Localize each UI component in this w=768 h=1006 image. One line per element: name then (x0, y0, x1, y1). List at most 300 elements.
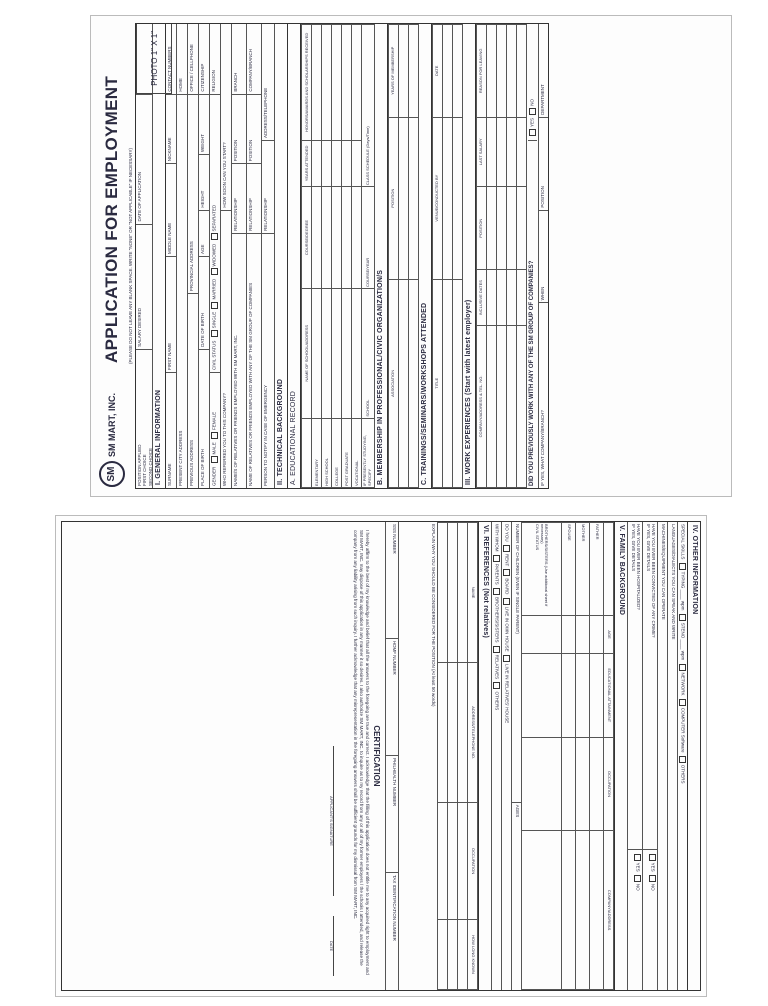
convicted-label: HAVE YOU EVER BEEN CONVICTED OF ANY CRIME? (650, 524, 656, 638)
single-checkbox[interactable] (211, 330, 218, 337)
photo-box[interactable]: PHOTO 1" X 1" (136, 24, 172, 94)
hospitalized-options (628, 850, 642, 990)
table-cell[interactable] (457, 663, 467, 803)
table-cell[interactable] (589, 653, 603, 737)
hospitalized-details-label: IF YES, GIVE DETAILS (630, 524, 636, 572)
table-cell[interactable] (408, 25, 418, 118)
home-phone-field[interactable] (177, 24, 187, 94)
do-you-label: DO YOU (504, 524, 510, 542)
provincial-address-field[interactable] (188, 94, 198, 294)
children-ages-label: AGES (514, 804, 520, 818)
table-cell[interactable] (437, 919, 447, 989)
tax-field[interactable] (386, 873, 398, 990)
edu-level-post-graduate: POST GRADUATE (342, 418, 352, 487)
convicted-yes-label: YES (650, 862, 656, 872)
hospitalized-no-checkbox[interactable] (634, 875, 641, 882)
table-cell[interactable] (332, 140, 342, 186)
table-cell[interactable] (452, 279, 462, 487)
hospitalized-yes-label: YES (635, 862, 641, 872)
family-member-header (603, 523, 613, 616)
emergency-address-label: ADDRESS/TELEPHONE (263, 87, 269, 139)
yes-label: YES (529, 117, 535, 127)
languages-label: LANGUAGES/DIALECTS YOU CAN SPEAK AND WRITE (670, 524, 676, 640)
table-cell[interactable] (398, 25, 408, 118)
course-year-cell[interactable] (362, 187, 374, 289)
table-cell[interactable] (437, 803, 447, 920)
how-soon-field[interactable] (221, 24, 231, 210)
weight-field[interactable] (199, 94, 209, 154)
age-label: AGE (200, 244, 206, 255)
emergency-field[interactable] (262, 233, 274, 488)
family-siblings (521, 523, 561, 616)
department-field[interactable] (539, 24, 548, 117)
male-checkbox[interactable] (211, 456, 218, 463)
table-cell[interactable] (486, 25, 496, 118)
table-cell[interactable] (486, 187, 496, 270)
table-cell[interactable] (486, 325, 496, 487)
table-cell[interactable] (352, 140, 362, 186)
table-cell[interactable] (496, 325, 506, 487)
family-father: FATHER (589, 523, 603, 616)
when-field[interactable] (539, 210, 548, 303)
position-applied-field[interactable] (136, 349, 152, 488)
surname-field[interactable] (166, 372, 176, 488)
with-others-checkbox[interactable] (493, 682, 500, 689)
table-cell[interactable] (516, 270, 526, 326)
title-header: TITLE (432, 279, 442, 487)
widowed-checkbox[interactable] (211, 269, 218, 276)
ref-name-header: NAME (467, 523, 477, 663)
family-spouse: SPOUSE (561, 523, 575, 616)
department-label: DEPARTMENT (539, 84, 545, 115)
previously-worked-yes-checkbox[interactable] (529, 129, 536, 136)
typing-checkbox[interactable] (679, 563, 686, 570)
school-label: SCHOOL (364, 399, 370, 417)
present-address-label: PRESENT CITY ADDRESS (178, 430, 184, 486)
branch-label: BRANCH (233, 72, 239, 92)
when-label: WHEN (539, 286, 545, 301)
philhealth-label: PHILHEALTH NUMBER (391, 758, 397, 807)
second-choice-label: SECOND CHOICE (147, 447, 153, 486)
company-branch-header (247, 24, 261, 94)
table-cell[interactable] (312, 140, 322, 186)
association-header: ASSOCIATION (388, 279, 398, 487)
steno-label: STENO (680, 622, 686, 639)
table-cell[interactable] (342, 187, 352, 289)
salary-desired-label: SALARY DESIRED (137, 307, 143, 347)
how-soon-label: HOW SOON CAN YOU START? (222, 142, 228, 208)
family-occupation-header: OCCUPATION (603, 737, 613, 830)
civil-status-label: CIVIL STATUS (211, 340, 217, 370)
separated-checkbox[interactable] (211, 233, 218, 240)
years-attended-header: YEARS ATTENDED (302, 140, 312, 186)
work-table (476, 24, 527, 488)
if-yes-company-field[interactable] (539, 302, 548, 488)
form-instruction: (PLEASE DO NOT LEAVE ANY BLANK SPACE. WRITE "NONE" OR "NOT APPLICABLE" IF NECESSARY) (128, 148, 133, 364)
front-form (96, 21, 726, 491)
table-cell[interactable] (516, 117, 526, 186)
edu-level-vocational: VOCATIONAL (352, 418, 362, 487)
tax-label: TAX IDENTIFICATION NUMBER (391, 875, 397, 941)
live-relatives-checkbox[interactable] (503, 655, 510, 662)
citizenship-field[interactable] (199, 24, 209, 94)
hospitalized-yes-checkbox[interactable] (634, 854, 641, 861)
machines-label: MACHINES/EQUIPMENT YOU CAN OPERATE (660, 524, 666, 620)
first-choice-label: FIRST CHOICE (142, 454, 148, 486)
sss-label: SSS NUMBER (391, 524, 397, 554)
housing-row (502, 522, 511, 990)
course-year-label: COURSE/YEAR (364, 257, 370, 287)
form-title: APPLICATION FOR EMPLOYMENT (102, 75, 122, 363)
table-cell[interactable] (589, 831, 603, 990)
table-cell[interactable] (447, 523, 457, 663)
family-table (521, 522, 614, 990)
work-position-header: POSITION (476, 187, 486, 270)
civil-status-field (210, 94, 220, 372)
convicted-options (643, 850, 657, 990)
section-references: VI. REFERENCES (Not relatives) (478, 522, 491, 990)
edu-level-college: COLLEGE (332, 418, 342, 487)
table-cell[interactable] (506, 325, 516, 487)
table-cell[interactable] (342, 140, 352, 186)
table-cell[interactable] (506, 117, 516, 186)
typing-wpm-label: wpm (680, 600, 686, 611)
first-name-field[interactable] (166, 256, 176, 372)
table-cell[interactable] (312, 288, 322, 418)
age-field[interactable] (199, 210, 209, 256)
relatives-sm-group-field[interactable] (247, 233, 261, 488)
civil-status-col-label: CIVIL STATUS (535, 524, 541, 551)
steno-checkbox[interactable] (679, 614, 686, 621)
hospitalized-no-label: NO (635, 883, 641, 891)
citizenship-label: CITIZENSHIP (200, 63, 206, 92)
referred-field[interactable] (221, 210, 231, 488)
siblings-checkbox[interactable] (493, 588, 500, 595)
table-cell[interactable] (332, 25, 342, 141)
school-cell[interactable] (362, 288, 374, 418)
computer-label: COMPUTER Software (680, 707, 686, 753)
gender-label: GENDER (211, 466, 217, 486)
male-label: MALE (211, 442, 217, 455)
relationship-label: RELATIONSHIP (233, 198, 239, 231)
machines-field[interactable] (658, 522, 667, 990)
application-page-back (55, 515, 707, 997)
typing-label: TYPING (680, 571, 686, 589)
previously-worked-options (528, 24, 537, 140)
table-cell[interactable] (322, 288, 332, 418)
education-table (301, 24, 374, 488)
table-cell[interactable] (561, 616, 575, 653)
middle-name-field[interactable] (166, 163, 176, 256)
application-page-front (90, 15, 732, 497)
section-family-background: V. FAMILY BACKGROUND (614, 522, 627, 990)
previously-worked-question: DID YOU PREVIOUSLY WORK WITH ANY OF THE SM GROUP OF COMPANIES? (528, 140, 537, 488)
table-cell[interactable] (452, 25, 462, 118)
height-field[interactable] (199, 154, 209, 210)
table-cell[interactable] (322, 140, 332, 186)
table-cell[interactable] (312, 25, 322, 141)
place-of-birth-field[interactable] (199, 349, 209, 488)
date-header: DATE (432, 25, 442, 118)
gender-field (210, 372, 220, 488)
table-cell[interactable] (506, 270, 516, 326)
table-cell[interactable] (486, 270, 496, 326)
last-salary-header: LAST SALARY (476, 117, 486, 186)
prev-position-label: POSITION (539, 186, 545, 208)
back-form (61, 521, 701, 991)
membership-table (388, 24, 419, 488)
presently-studying-label (362, 418, 374, 487)
table-cell[interactable] (457, 803, 467, 920)
separated-label: SEPARATED (211, 204, 217, 232)
computer-checkbox[interactable] (679, 699, 686, 706)
emergency-relationship (262, 140, 274, 233)
married-checkbox[interactable] (211, 302, 218, 309)
table-cell[interactable] (352, 288, 362, 418)
inclusive-dates-header: INCLUSIVE DATES (476, 270, 486, 326)
reason-leaving-header: REASON FOR LEAVING (476, 25, 486, 118)
prev-position-field[interactable] (539, 117, 548, 210)
nickname-field[interactable] (166, 94, 176, 164)
explain-label: EXPLAIN WHY YOU SHOULD BE CONSIDERED FOR THE POSITION (At least 50 words) (430, 524, 436, 707)
salary-desired-field[interactable] (136, 224, 152, 349)
steno-wpm-label: wpm (680, 650, 686, 661)
table-cell[interactable] (322, 25, 332, 141)
table-cell[interactable] (589, 616, 603, 653)
live-own-label: LIVE IN OWN HOUSE (504, 606, 510, 652)
honors-header: HONORS/AWARDS AND SCHOLARSHIPS RECEIVED (302, 25, 312, 141)
table-cell[interactable] (575, 616, 589, 653)
ref-occupation-header: OCCUPATION (467, 803, 477, 920)
company-branch-label: COMPANY/BRANCH (248, 48, 254, 92)
rent-checkbox[interactable] (503, 545, 510, 552)
provincial-address-label: PROVINCIAL ADDRESS (189, 241, 195, 292)
explain-field[interactable] (399, 522, 437, 990)
table-cell[interactable] (561, 653, 575, 737)
female-label: FEMALE (211, 411, 217, 430)
table-cell[interactable] (352, 187, 362, 289)
if-yes-company-label: IF YES, WHAT COMPANY/BRANCH? (539, 410, 545, 486)
table-cell[interactable] (342, 25, 352, 141)
table-cell[interactable] (332, 187, 342, 289)
family-educ-header: EDUCATIONAL ATTAINMENT (603, 653, 613, 737)
venue-header: VENUE/CONDUCTED BY (432, 117, 442, 279)
table-cell[interactable] (398, 117, 408, 279)
relatives-employed-label: NAME/S OF RELATIVES OR FRIENDS EMPLOYED WITH SM MART, INC. (233, 334, 239, 486)
special-skills-row: SPECIAL SKILLS TYPING ____ wpm STENO ____ wpm NETWORK COMPUTER Software OTHERS (680, 524, 686, 784)
certification-title: CERTIFICATION (371, 725, 381, 787)
table-cell[interactable] (437, 523, 447, 663)
date-of-birth-field[interactable] (199, 256, 209, 349)
course-degree-header: COURSE/DEGREE (302, 187, 312, 289)
table-cell[interactable] (496, 117, 506, 186)
relatives-label: RELATIVES (494, 654, 500, 680)
table-cell[interactable] (496, 25, 506, 118)
table-cell[interactable] (447, 803, 457, 920)
table-cell[interactable] (506, 187, 516, 270)
convicted-yes-checkbox[interactable] (649, 854, 656, 861)
hdmf-field[interactable] (386, 639, 398, 756)
table-cell[interactable] (312, 187, 322, 289)
ref-address-header: ADDRESS/TELEPHONE NO. (467, 663, 477, 803)
present-address-field[interactable] (177, 94, 187, 488)
table-cell[interactable] (521, 653, 561, 737)
sss-field[interactable] (386, 522, 398, 639)
relatives-sm-group-label: NAME OF RELATIVES OR FRIENDS EMPLOYED WITH ANY OF THE SM GROUP OF COMPANIES (248, 282, 254, 486)
nickname-label: NICKNAME (167, 137, 173, 162)
position-header (232, 94, 246, 164)
position-col-header: POSITION (388, 117, 398, 279)
table-cell[interactable] (398, 279, 408, 487)
school-address-header: NAME OF SCHOOL/ADDRESS (302, 288, 312, 418)
hospitalized-label: HAVE YOU EVER BEEN HOSPITALIZED? (635, 524, 641, 610)
live-own-checkbox[interactable] (503, 598, 510, 605)
table-cell[interactable] (516, 187, 526, 270)
table-cell[interactable] (506, 25, 516, 118)
table-cell[interactable] (447, 919, 457, 989)
convicted-no-checkbox[interactable] (649, 875, 656, 882)
board-label: BOARD (504, 578, 510, 595)
table-cell[interactable] (447, 663, 457, 803)
children-label: NUMBER OF CHILDREN (EVEN IF SINGLE PARENT) (514, 524, 520, 634)
table-cell[interactable] (521, 831, 561, 990)
table-cell[interactable] (342, 288, 352, 418)
family-age-header: AGE (603, 616, 613, 653)
table-cell[interactable] (561, 831, 575, 990)
with-whom-row (492, 522, 501, 990)
parents-checkbox[interactable] (493, 555, 500, 562)
relatives-employed-field[interactable] (232, 233, 246, 488)
presently-studying-text: IF PRESENTLY STUDYING, SPECIFY (362, 435, 372, 486)
network-checkbox[interactable] (679, 664, 686, 671)
philhealth-field[interactable] (386, 756, 398, 873)
section-technical-background: II. TECHNICAL BACKGROUND (275, 24, 288, 488)
position-header-2 (247, 94, 261, 164)
ref-how-long-header: HOW LONG KNOWN (467, 919, 477, 989)
siblings-label: BROTHERS/SISTERS (494, 596, 500, 643)
class-schedule-label: CLASS SCHEDULE (Days/Time) (364, 126, 370, 186)
position-label-2: POSITION (248, 139, 254, 162)
table-cell[interactable] (442, 25, 452, 118)
table-cell[interactable] (516, 325, 526, 487)
height-label: HEIGHT (200, 190, 206, 208)
first-name-label: FIRST NAME (167, 342, 173, 370)
edu-level-high-school: HIGH SCHOOL (322, 418, 332, 487)
referred-label: WHO REFERRED YOU TO THIS COMPANY? (222, 393, 228, 486)
years-membership-header: YEARS OF MEMBERSHIP (388, 25, 398, 118)
table-cell[interactable] (575, 653, 589, 737)
place-of-birth-label: PLACE OF BIRTH (200, 449, 206, 486)
table-cell[interactable] (408, 279, 418, 487)
others-label: OTHERS (680, 764, 686, 784)
contact-numbers-field[interactable] (166, 24, 176, 94)
table-cell[interactable] (521, 616, 561, 653)
table-cell[interactable] (457, 919, 467, 989)
applicant-signature[interactable]: APPLICANT'S SIGNATURE (328, 746, 334, 896)
table-cell[interactable] (496, 270, 506, 326)
sm-logo: SM (99, 461, 125, 487)
family-siblings-label: BROTHERS/SISTERS (Use additional sheet if necessary) (539, 524, 550, 607)
table-cell[interactable] (408, 117, 418, 279)
table-cell[interactable] (516, 25, 526, 118)
board-checkbox[interactable] (503, 569, 510, 576)
table-cell[interactable] (561, 737, 575, 830)
table-cell[interactable] (437, 663, 447, 803)
weight-label: WEIGHT (200, 133, 206, 152)
special-skills-label: SPECIAL SKILLS (680, 524, 686, 560)
network-label: NETWORK (680, 672, 686, 696)
table-cell[interactable] (332, 288, 342, 418)
section-general-information: I. GENERAL INFORMATION (153, 24, 166, 488)
female-checkbox[interactable] (211, 432, 218, 439)
religion-field[interactable] (210, 24, 220, 94)
convicted-details-label: IF YES, GIVE DETAILS (645, 524, 651, 572)
section-work-experiences: III. WORK EXPERIENCES (Start with latest employer) (463, 24, 476, 488)
office-phone-field[interactable]: OFFICE / CELLPHONE (189, 44, 195, 92)
position-label: POSITION (233, 139, 239, 162)
children-field[interactable] (512, 522, 521, 803)
table-cell[interactable] (521, 737, 561, 830)
others-checkbox[interactable] (679, 756, 686, 763)
table-cell[interactable] (442, 117, 452, 279)
relationship-header-2 (247, 163, 261, 233)
married-label: MARRIED (211, 278, 217, 300)
languages-field[interactable] (668, 522, 677, 990)
table-cell[interactable] (486, 117, 496, 186)
table-cell[interactable] (575, 831, 589, 990)
date-of-birth-label: DATE OF BIRTH (200, 312, 206, 347)
table-cell[interactable] (352, 25, 362, 141)
signature-date[interactable]: DATE (328, 916, 334, 976)
trainings-table (432, 24, 463, 488)
previous-address-label: PREVIOUS ADDRESS (189, 439, 195, 486)
children-ages-field[interactable] (512, 803, 521, 990)
edu-level-header (302, 418, 312, 487)
emergency-relationship-label: RELATIONSHIP (263, 198, 269, 231)
previously-worked-no-checkbox[interactable] (529, 108, 536, 115)
no-label: NO (529, 98, 535, 106)
convicted-no-label: NO (650, 883, 656, 891)
class-schedule-cell[interactable] (362, 25, 374, 187)
previous-address-field[interactable] (188, 293, 198, 488)
table-cell[interactable] (442, 279, 452, 487)
relationship-label-2: RELATIONSHIP (248, 198, 254, 231)
table-cell[interactable] (452, 117, 462, 279)
form-header (96, 21, 128, 491)
table-cell[interactable] (322, 187, 332, 289)
parents-label: PARENTS (494, 563, 500, 585)
live-relatives-label: LIVE IN RELATIVES' HOUSE (504, 663, 510, 724)
with-whom-label: WITH WHOM (494, 524, 500, 552)
date-of-application-field[interactable] (136, 94, 152, 224)
table-cell[interactable] (457, 523, 467, 663)
section-educational-record: A. EDUCATIONAL RECORD (288, 24, 301, 488)
with-others-label: OTHERS (494, 691, 500, 711)
table-cell[interactable] (575, 737, 589, 830)
rent-label: RENT (504, 553, 510, 567)
date-of-application-label: DATE OF APPLICATION (137, 171, 143, 222)
table-cell[interactable] (589, 737, 603, 830)
relatives-checkbox[interactable] (493, 646, 500, 653)
edu-level-elementary: ELEMENTARY (312, 418, 322, 487)
office-label: OFFICE (189, 75, 195, 92)
section-membership: B. MEMBERSHIP IN PROFESSIONAL/CIVIC ORGANIZATION/S (375, 24, 388, 488)
position-applied-label: POSITION APPLIED (137, 444, 143, 486)
company-address-header: COMPANY/ADDRESS & TEL. NO. (476, 325, 486, 487)
hdmf-label: HDMF NUMBER (391, 641, 397, 675)
table-cell[interactable] (496, 187, 506, 270)
family-mother: MOTHER (575, 523, 589, 616)
